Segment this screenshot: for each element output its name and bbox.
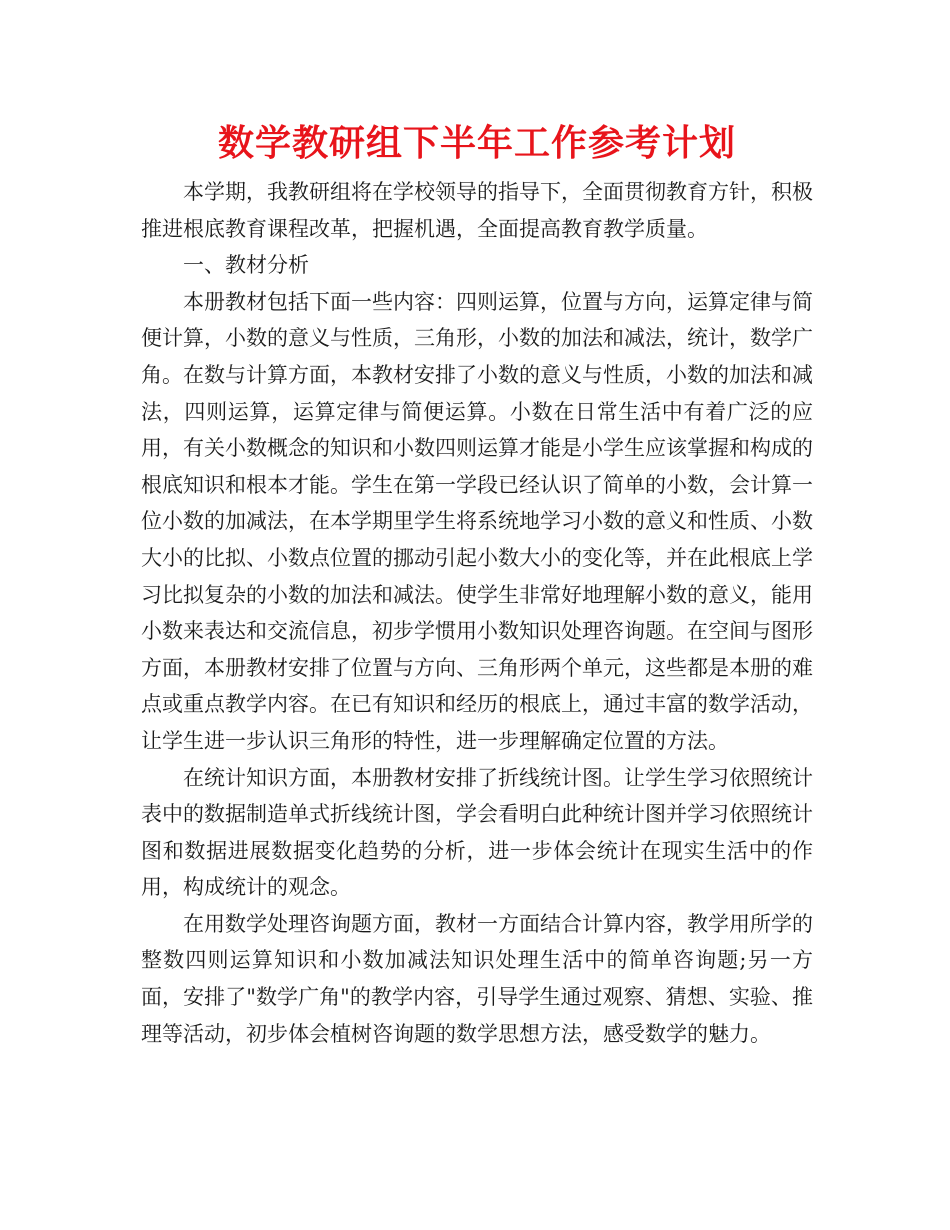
intro-paragraph: 本学期，我教研组将在学校领导的指导下，全面贯彻教育方针，积极推进根底教育课程改革，把握机遇，全面提高教育教学质量。	[141, 180, 813, 241]
section-heading-textbook-analysis: 一、教材分析	[183, 253, 309, 278]
statistics-paragraph: 在统计知识方面，本册教材安排了折线统计图。让学生学习依照统计表中的数据制造单式折线统计图，学会看明白此种统计图并学习依照统计图和数据进展数据变化趋势的分析，进一步体会统计在现实生活中的作用，构成统计的观念。	[141, 765, 813, 900]
problem-solving-paragraph: 在用数学处理咨询题方面，教材一方面结合计算内容，教学用所学的整数四则运算知识和小数加减法知识处理生活中的简单咨询题;另一方面，安排了"数学广角"的教学内容，引导学生通过观察、猜想、实验、推理等活动，初步体会植树咨询题的数学思想方法，感受数学的魅力。	[141, 911, 813, 1046]
document-title: 数学教研组下半年工作参考计划	[217, 123, 736, 164]
textbook-content-paragraph: 本册教材包括下面一些内容：四则运算，位置与方向，运算定律与简便计算，小数的意义与性质，三角形，小数的加法和减法，统计，数学广角。在数与计算方面，本教材安排了小数的意义与性质，小数的加法和减法，四则运算，运算定律与简便运算。小数在日常生活中有着广泛的应用，有关小数概念的知识和小数四则运算才能是小学生应该掌握和构成的根底知识和根本才能。学生在第一学段已经认识了简单的小数，会计算一位小数的加减法，在本学期里学生将系统地学习小数的意义和性质、小数大小的比拟、小数点位置的挪动引起小数大小的变化等，并在此根底上学习比拟复杂的小数的加法和减法。使学生非常好地理解小数的意义，能用小数来表达和交流信息，初步学惯用小数知识处理咨询题。在空间与图形方面，本册教材安排了位置与方向、三角形两个单元，这些都是本册的难点或重点教学内容。在已有知识和经历的根底上，通过丰富的数学活动，让学生进一步认识三角形的特性，进一步理解确定位置的方法。	[141, 289, 813, 753]
document-page	[141, 118, 813, 1052]
